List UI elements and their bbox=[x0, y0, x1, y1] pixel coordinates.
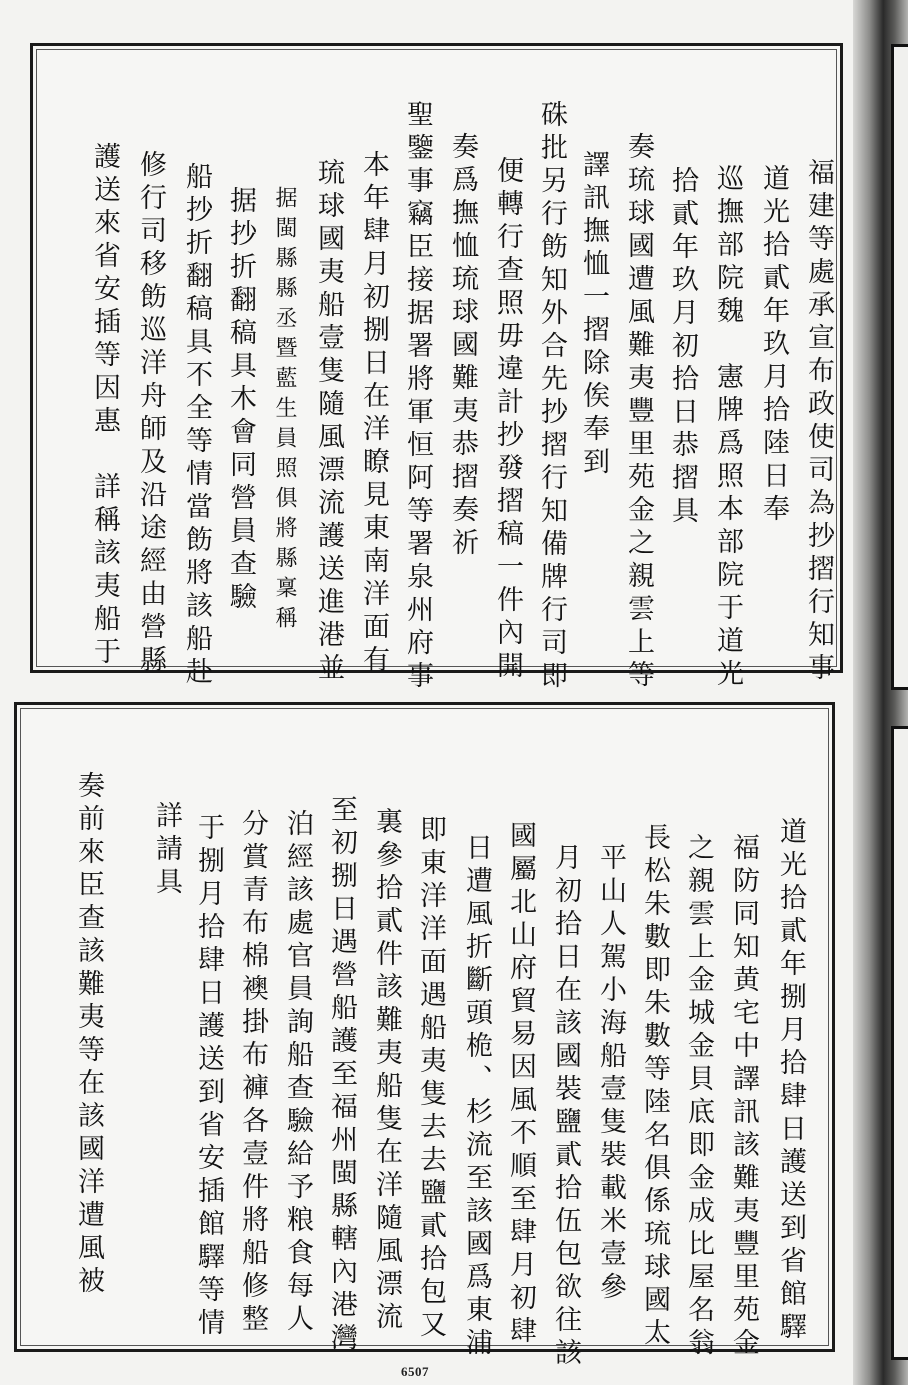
text-column: 詳請具 bbox=[151, 801, 182, 900]
text-column: 平山人駕小海船壹隻裝載米壹參 bbox=[595, 843, 626, 1305]
text-column: 巡撫部院魏 憲牌爲照本部院于道光 bbox=[712, 164, 743, 692]
text-column: 于捌月拾肆日護送到省安插館驛等情 bbox=[193, 813, 224, 1341]
text-column: 修行司移飭巡洋舟師及沿途經由營縣 bbox=[135, 150, 166, 678]
text-column: 長松朱數即朱數等陸名俱係琉球國太 bbox=[639, 823, 670, 1351]
text-column: 聖鑒事竊臣接据署將軍恒阿等署泉州府事 bbox=[402, 100, 433, 694]
text-column: 至初捌日遇營船護至福州閩縣轄內港灣 bbox=[326, 795, 357, 1356]
text-column: 硃批另行飭知外合先抄摺行知備牌行司即 bbox=[536, 100, 567, 694]
bottom-text-panel bbox=[14, 702, 835, 1371]
text-column: 福建等處承宣布政使司為抄摺行知事 bbox=[803, 158, 834, 686]
text-column: 道光拾貳年捌月拾肆日護送到省館驛 bbox=[775, 817, 806, 1345]
text-column: 道光拾貳年玖月拾陸日奉 bbox=[758, 164, 789, 527]
top-text-panel bbox=[30, 43, 843, 694]
text-column: 譯訊撫恤一摺除俟奉到 bbox=[578, 150, 609, 480]
text-column: 月初拾日在該國裝鹽貳拾伍包欲往該 bbox=[550, 843, 581, 1371]
text-column: 奏琉球國遭風難夷豐里苑金之親雲上等 bbox=[623, 132, 654, 693]
text-column: 之親雲上金城金貝底即金成比屋名翁 bbox=[683, 833, 714, 1361]
text-column: 奏爲撫恤琉球國難夷恭摺奏祈 bbox=[447, 132, 478, 561]
text-column: 國屬北山府貿易因風不順至肆月初肆 bbox=[505, 821, 536, 1349]
text-column: 奏前來臣查該難夷等在該國洋遭風被 bbox=[73, 771, 104, 1299]
text-column: 泊經該處官員詢船查驗給予粮食每人 bbox=[282, 809, 313, 1337]
text-column: 福防同知黄宅中譯訊該難夷豐里苑金 bbox=[728, 833, 759, 1361]
text-column: 護送來省安插等因惠 詳稱該夷船于 bbox=[89, 142, 120, 670]
text-column: 琉球國夷船壹隻隨風漂流護送進港並 bbox=[313, 158, 344, 686]
text-column: 便轉行查照毋違計抄發摺稿一件內開 bbox=[492, 156, 523, 684]
text-column: 分賞青布棉襖掛布褲各壹件將船修整 bbox=[237, 809, 268, 1337]
text-column: 据閩縣縣丞暨藍生員照俱將縣稟稱 bbox=[272, 186, 297, 636]
adjacent-page-edge-bottom bbox=[891, 726, 908, 1360]
text-column: 即東洋洋面遇船夷隻去去鹽貳拾包又 bbox=[415, 815, 446, 1343]
text-column: 本年肆月初捌日在洋瞭見東南洋面有 bbox=[358, 150, 389, 678]
text-column: 拾貳年玖月初拾日恭摺具 bbox=[667, 166, 698, 529]
adjacent-page-edge-top bbox=[891, 44, 908, 690]
text-column: 船抄折翻稿具不全等情當飭將該船赴 bbox=[181, 162, 212, 690]
page-number: 6507 bbox=[401, 1364, 429, 1379]
text-column: 日遭風折斷頭桅、杉流至該國爲東浦 bbox=[461, 833, 492, 1361]
text-column: 裏參拾貳件該難夷船隻在洋隨風漂流 bbox=[371, 807, 402, 1335]
text-column: 据抄折翻稿具木會同營員查驗 bbox=[225, 186, 256, 615]
